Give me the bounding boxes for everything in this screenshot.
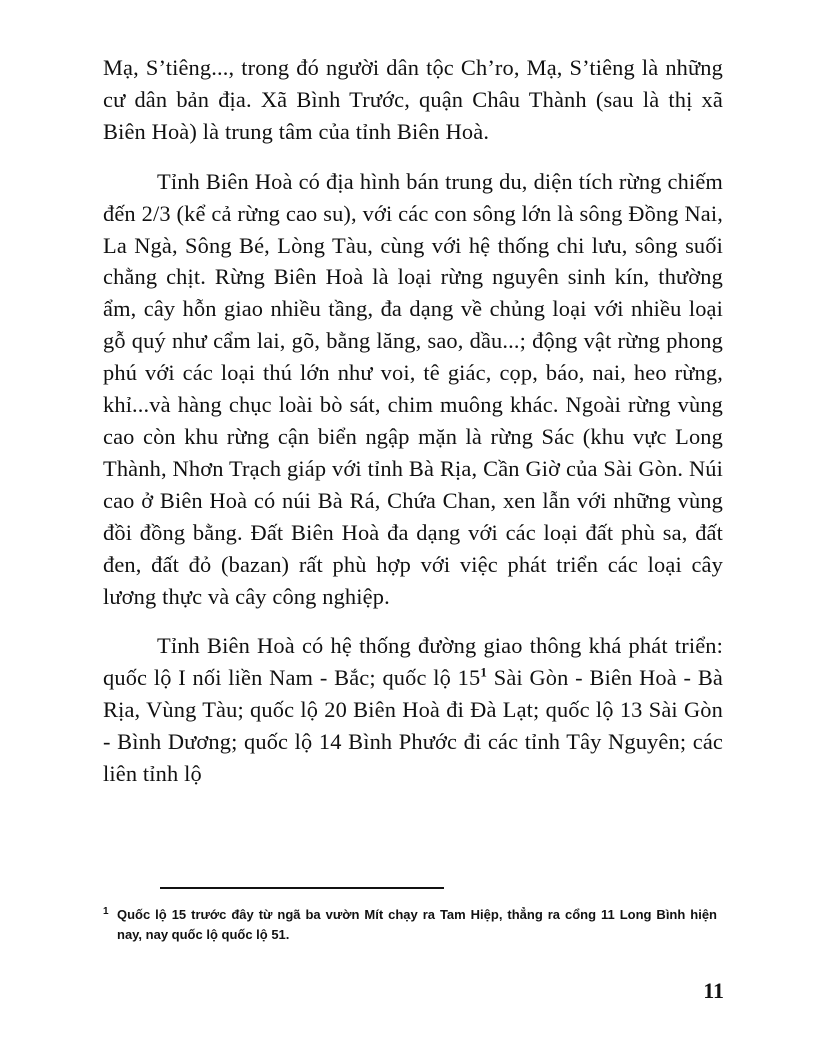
footnote-text: Quốc lộ 15 trước đây từ ngã ba vườn Mít chạy ra Tam Hiệp, thẳng ra cổng 11 Long Bình hiện nay, nay quốc lộ quốc lộ 51. xyxy=(117,907,717,942)
footnote-mark: 1 xyxy=(103,906,109,917)
footnote xyxy=(103,905,723,945)
footnote-divider xyxy=(160,887,444,889)
page-body xyxy=(103,52,723,790)
paragraph-1: Mạ, S’tiêng..., trong đó người dân tộc Ch’ro, Mạ, S’tiêng là những cư dân bản địa. Xã Bình Trước, quận Châu Thành (sau là thị xã Biên Hoà) là trung tâm của tỉnh Biên Hoà. xyxy=(103,55,723,144)
footnote-reference[interactable]: 1 xyxy=(480,664,488,680)
paragraph-2: Tỉnh Biên Hoà có địa hình bán trung du, diện tích rừng chiếm đến 2/3 (kể cả rừng cao su), với các con sông lớn là sông Đồng Nai, La Ngà, Sông Bé, Lòng Tàu, cùng với hệ thống chi lưu, sông suối chằng chịt. Rừng Biên Hoà là loại rừng nguyên sinh kín, thường ẩm, cây hỗn giao nhiều tầng, đa dạng về chủng loại với nhiều loại gỗ quý như cẩm lai, gõ, bằng lăng, sao, dầu...; động vật rừng phong phú với các loại thú lớn như voi, tê giác, cọp, báo, nai, heo rừng, khỉ...và hàng chục loài bò sát, chim muông khác. Ngoài rừng vùng cao còn khu rừng cận biển ngập mặn là rừng Sác (khu vực Long Thành, Nhơn Trạch giáp với tỉnh Bà Rịa, Cần Giờ của Sài Gòn. Núi cao ở Biên Hoà có núi Bà Rá, Chứa Chan, xen lẫn với những vùng đồi đồng bằng. Đất Biên Hoà đa dạng với các loại đất phù sa, đất đen, đất đỏ (bazan) rất phù hợp với việc phát triển các loại cây lương thực và cây công nghiệp. xyxy=(103,168,723,609)
page-number: 11 xyxy=(703,978,724,1003)
paragraph-3 xyxy=(103,630,723,790)
paragraph-3-text-before: Tỉnh Biên Hoà có hệ thống đường giao thông khá phát triển: quốc lộ I nối liền Nam - Bắc; quốc lộ 15 xyxy=(103,633,723,691)
paragraph-3-text-after: Sài Gòn - Biên Hoà - Bà Rịa, Vùng Tàu; quốc lộ 20 Biên Hoà đi Đà Lạt; quốc lộ 13 Sài Gòn - Bình Dương; quốc lộ 14 Bình Phước đi các tỉnh Tây Nguyên; các liên tỉnh lộ xyxy=(103,665,723,787)
